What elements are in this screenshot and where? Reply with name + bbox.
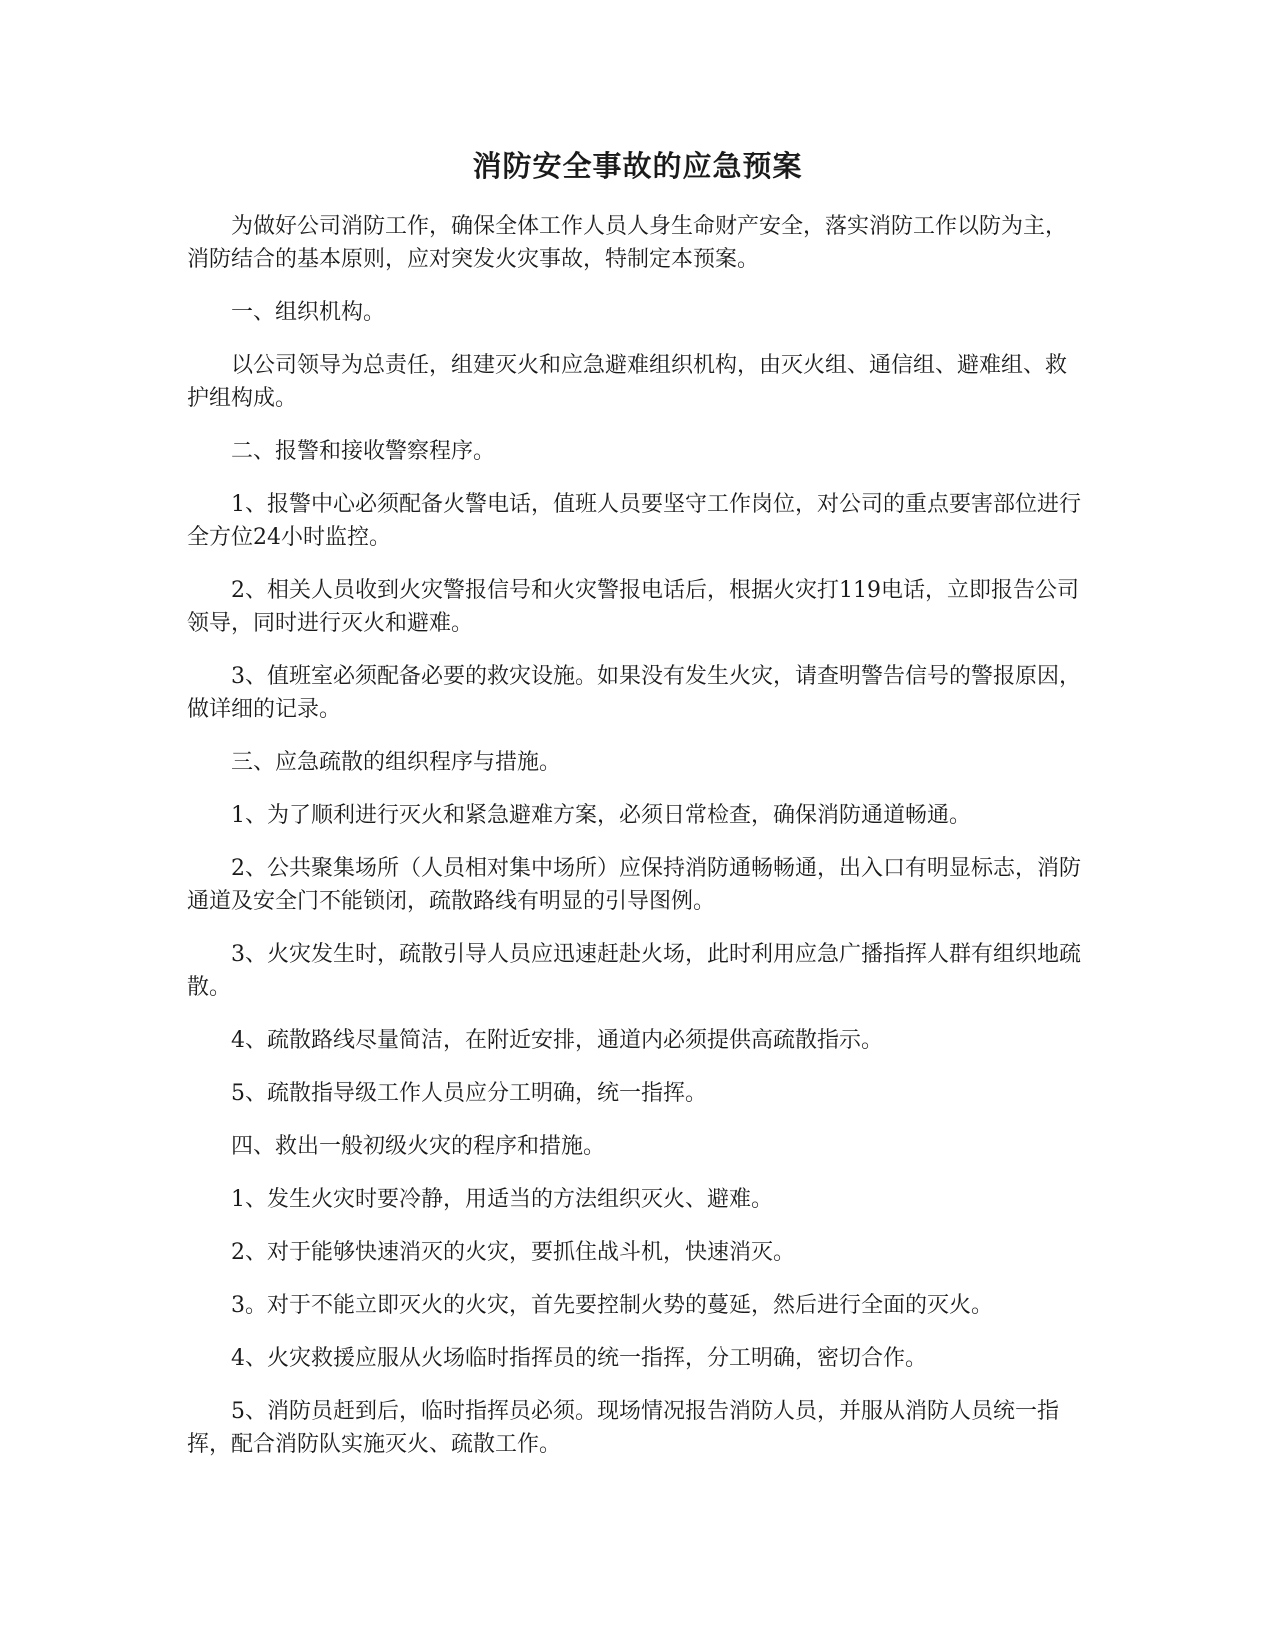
document-body <box>187 210 1087 1481</box>
list-item: 5、疏散指导级工作人员应分工明确，统一指挥。 <box>231 1081 707 1106</box>
list-item: 2、相关人员收到火灾警报信号和火灾警报电话后，根据火灾打119电话，立即报告公司领导，同时进行灭火和避难。 <box>187 578 1079 636</box>
list-item: 3、值班室必须配备必要的救灾设施。如果没有发生火灾，请查明警告信号的警报原因，做详细的记录。 <box>187 664 1081 722</box>
list-item: 3。对于不能立即灭火的火灾，首先要控制火势的蔓延，然后进行全面的灭火。 <box>231 1293 993 1318</box>
list-item: 4、火灾救援应服从火场临时指挥员的统一指挥，分工明确，密切合作。 <box>231 1346 927 1371</box>
list-item: 1、报警中心必须配备火警电话，值班人员要坚守工作岗位，对公司的重点要害部位进行全方位24小时监控。 <box>187 492 1081 550</box>
section-heading-2: 二、报警和接收警察程序。 <box>231 439 496 464</box>
paragraph-intro: 为做好公司消防工作，确保全体工作人员人身生命财产安全，落实消防工作以防为主，消防结合的基本原则，应对突发火灾事故，特制定本预案。 <box>187 214 1068 272</box>
document-title: 消防安全事故的应急预案 <box>472 149 803 183</box>
list-item: 1、为了顺利进行灭火和紧急避难方案，必须日常检查，确保消防通道畅通。 <box>231 803 971 828</box>
list-item: 3、火灾发生时，疏散引导人员应迅速赶赴火场，此时利用应急广播指挥人群有组织地疏散。 <box>187 942 1081 1000</box>
list-item: 1、发生火灾时要冷静，用适当的方法组织灭火、避难。 <box>231 1187 773 1212</box>
list-item: 4、疏散路线尽量简洁，在附近安排，通道内必须提供高疏散指示。 <box>231 1028 883 1053</box>
list-item: 2、公共聚集场所（人员相对集中场所）应保持消防通畅畅通，出入口有明显标志，消防通道及安全门不能锁闭，疏散路线有明显的引导图例。 <box>187 856 1081 914</box>
section-heading-3: 三、应急疏散的组织程序与措施。 <box>231 750 562 775</box>
section-heading-1: 一、组织机构。 <box>231 300 386 325</box>
list-item: 5、消防员赶到后，临时指挥员必须。现场情况报告消防人员，并服从消防人员统一指挥，配合消防队实施灭火、疏散工作。 <box>187 1399 1059 1457</box>
paragraph: 以公司领导为总责任，组建灭火和应急避难组织机构，由灭火组、通信组、避难组、救护组构成。 <box>187 353 1068 411</box>
section-heading-4: 四、救出一般初级火灾的程序和措施。 <box>231 1134 606 1159</box>
list-item: 2、对于能够快速消灭的火灾，要抓住战斗机，快速消灭。 <box>231 1240 795 1265</box>
